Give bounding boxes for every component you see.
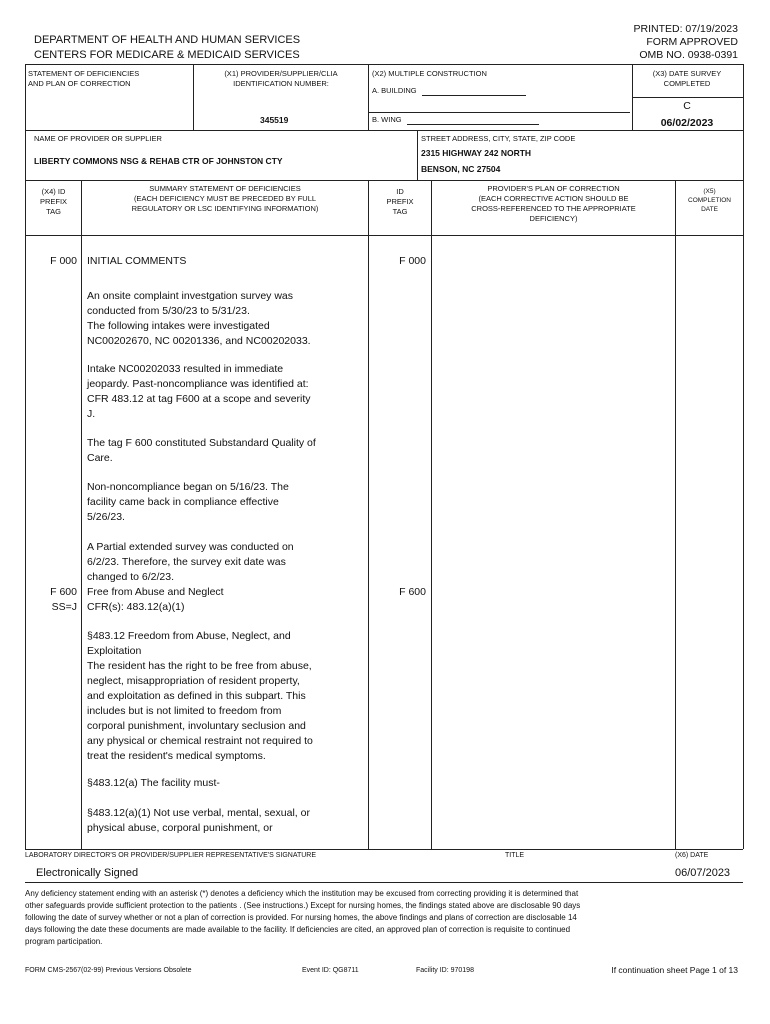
building-field — [372, 86, 526, 96]
x1-label-line: (X1) PROVIDER/SUPPLIER/CLIA — [224, 69, 338, 78]
x2-label: (X2) MULTIPLE CONSTRUCTION — [372, 69, 487, 78]
rule — [25, 882, 743, 883]
x3-label-line: (X3) DATE SURVEY — [652, 69, 722, 78]
regulation-paragraph: §483.12(a)(1) Not use verbal, mental, sexual, or physical abuse, corporal punishment, or — [87, 807, 310, 834]
regulation-paragraph: §483.12 Freedom from Abuse, Neglect, and Exploitation The resident has the right to be free from abuse, neglect, misappropriation of resident property, and exploitation as defined in this subpart. This includes but is not limited to freedom from corporal punishment, involuntary seclusion and any physical or chemical restraint not required to treat the resident's medical symptoms. — [87, 630, 313, 762]
x1-label-line: IDENTIFICATION NUMBER: — [233, 79, 329, 88]
department-line-2: CENTERS FOR MEDICARE & MEDICAID SERVICES — [34, 49, 300, 61]
id-header-line: PREFIX — [386, 197, 414, 206]
x1-label — [196, 69, 366, 89]
survey-date: 06/02/2023 — [660, 117, 714, 129]
rule — [368, 64, 369, 130]
x5-header-line: (X5) — [703, 188, 716, 195]
signature-value: Electronically Signed — [36, 867, 139, 879]
x3-letter: C — [683, 100, 691, 112]
building-blank — [422, 86, 526, 96]
x5-header — [676, 187, 743, 214]
scope-severity: SS=J — [51, 601, 77, 613]
summary-header — [82, 184, 368, 214]
building-label: A. BUILDING — [372, 86, 417, 95]
rule — [368, 112, 630, 113]
x4-header-line: (X4) ID — [41, 187, 66, 196]
statement-label-line: STATEMENT OF DEFICIENCIES — [28, 69, 140, 78]
comment-paragraph: Intake NC00202033 resulted in immediate jeopardy. Past-noncompliance was identified at: CFR 483.12 at tag F600 at a scope and severity J. — [87, 363, 311, 420]
omb-number: OMB NO. 0938-0391 — [639, 49, 738, 61]
rule — [25, 235, 743, 236]
form-approved: FORM APPROVED — [646, 36, 738, 48]
plan-header-line: PROVIDER'S PLAN OF CORRECTION — [487, 184, 620, 193]
plan-header — [432, 184, 675, 224]
rule — [632, 97, 743, 98]
rule — [25, 849, 743, 850]
regulation-paragraph: §483.12(a) The facility must- — [87, 777, 220, 789]
border-left — [25, 64, 26, 849]
date-label: (X6) DATE — [675, 852, 709, 859]
wing-blank — [407, 115, 539, 125]
tag-f000-right: F 000 — [399, 255, 426, 267]
summary-header-line: REGULATORY OR LSC IDENTIFYING INFORMATION) — [131, 204, 319, 213]
print-info — [560, 23, 738, 62]
border-right — [743, 64, 744, 849]
rule — [193, 64, 194, 130]
tag-f600-right: F 600 — [399, 586, 426, 598]
address-line-2: BENSON, NC 27504 — [421, 164, 501, 174]
statement-label-line: AND PLAN OF CORRECTION — [28, 79, 131, 88]
col-sep — [675, 180, 676, 849]
id-header-line: TAG — [392, 207, 408, 216]
x4-header-line: TAG — [46, 207, 61, 216]
col-sep — [81, 180, 82, 849]
id-header-line: ID — [396, 187, 404, 196]
plan-header-line: (EACH CORRECTIVE ACTION SHOULD BE — [478, 194, 629, 203]
event-id: Event ID: QG8711 — [302, 967, 359, 974]
rule — [25, 180, 743, 181]
facility-id: Facility ID: 970198 — [416, 967, 474, 974]
col-sep — [368, 180, 369, 849]
statement-label — [28, 69, 139, 89]
address-line-1: 2315 HIGHWAY 242 NORTH — [421, 148, 532, 158]
initial-comments-heading: INITIAL COMMENTS — [87, 255, 187, 267]
comment-paragraph: The tag F 600 constituted Substandard Quality of Care. — [87, 437, 316, 464]
signature-label: LABORATORY DIRECTOR'S OR PROVIDER/SUPPLIER REPRESENTATIVE'S SIGNATURE — [25, 852, 317, 859]
page-indicator: If continuation sheet Page 1 of 13 — [611, 965, 738, 975]
id-header — [369, 187, 431, 217]
comment-paragraph: An onsite complaint investgation survey was conducted from 5/30/23 to 5/31/23. The following intakes were investigated NC00202670, NC 00201336, and NC00202033. — [87, 290, 311, 347]
x4-header-line: PREFIX — [39, 197, 68, 206]
department-heading — [34, 33, 300, 63]
form-number: FORM CMS-2567(02-99) Previous Versions Obsolete — [25, 967, 192, 974]
signature-date: 06/07/2023 — [675, 867, 731, 879]
wing-field — [372, 115, 539, 125]
provider-name: LIBERTY COMMONS NSG & REHAB CTR OF JOHNSTON CTY — [34, 156, 283, 166]
x3-label — [633, 69, 741, 89]
provider-label: NAME OF PROVIDER OR SUPPLIER — [34, 134, 162, 143]
comment-paragraph: Non-noncompliance began on 5/16/23. The facility came back in compliance effective 5/26/23. — [87, 481, 289, 523]
x5-header-line: COMPLETION — [688, 197, 731, 204]
disclaimer-text: Any deficiency statement ending with an asterisk (*) denotes a deficiency which the institution may be excused from correcting providing it is determined that other safeguards provide sufficient protection to the patients . (See instructions.) Except for nursing homes, the findings stated above are disclosable 90 days following the date of survey whether or not a plan of correction is provided. For nursing homes, the above findings and plans of correction are disclosable 14 days following the date these documents are made available to the facility. If deficiencies are cited, an approved plan of correction is requisite to continued program participation. — [25, 889, 581, 946]
provider-number: 345519 — [260, 115, 289, 125]
tag-f600: F 600 — [50, 586, 77, 598]
printed-date: PRINTED: 07/19/2023 — [633, 23, 738, 35]
plan-header-line: CROSS-REFERENCED TO THE APPROPRIATE — [471, 204, 636, 213]
comment-paragraph: A Partial extended survey was conducted on 6/2/23. Therefore, the survey exit date was changed to 6/2/23. — [87, 541, 294, 583]
col-sep — [431, 180, 432, 849]
tag-f000: F 000 — [50, 255, 77, 267]
plan-header-line: DEFICIENCY) — [529, 214, 578, 223]
x5-header-line: DATE — [701, 206, 718, 213]
rule — [417, 130, 418, 180]
rule — [25, 64, 743, 65]
x4-header — [26, 187, 81, 217]
wing-label: B. WING — [372, 115, 402, 124]
x3-label-line: COMPLETED — [663, 79, 711, 88]
f600-cfr: CFR(s): 483.12(a)(1) — [87, 601, 185, 613]
summary-header-line: SUMMARY STATEMENT OF DEFICIENCIES — [149, 184, 301, 193]
summary-header-line: (EACH DEFICIENCY MUST BE PRECEDED BY FULL — [133, 194, 317, 203]
department-line-1: DEPARTMENT OF HEALTH AND HUMAN SERVICES — [34, 34, 301, 46]
f600-title: Free from Abuse and Neglect — [87, 586, 224, 598]
title-label: TITLE — [505, 852, 525, 859]
address-label: STREET ADDRESS, CITY, STATE, ZIP CODE — [421, 134, 576, 143]
